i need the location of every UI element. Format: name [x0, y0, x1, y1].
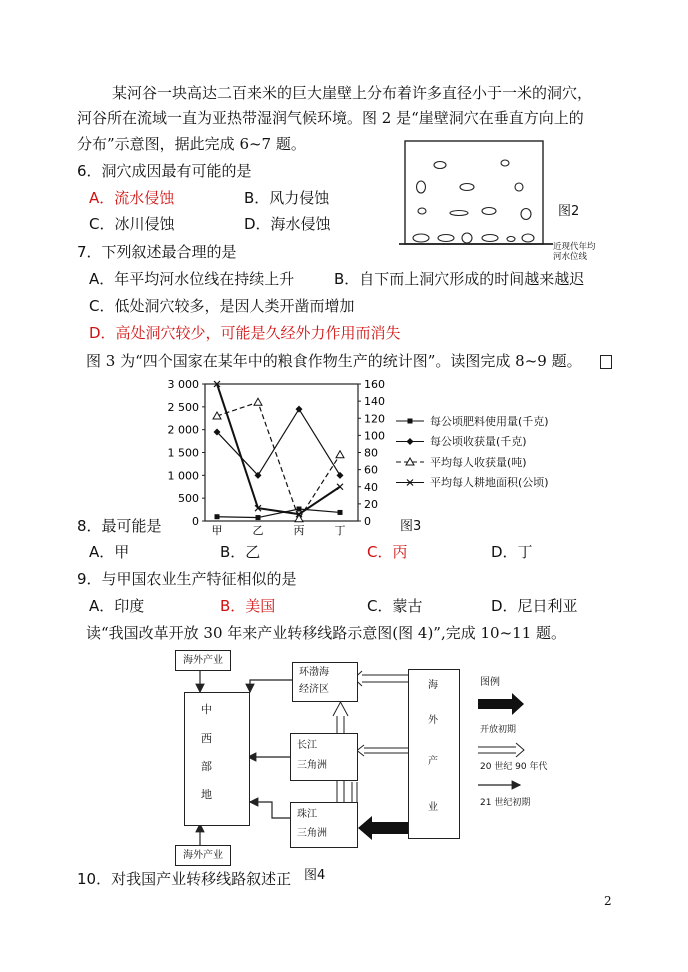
yangtze-river-delta: 长江 三角洲: [290, 733, 358, 781]
legend-label-per-capita-land: 平均每人耕地面积(公顷): [430, 476, 549, 489]
left-axis-tick-label: 1 500: [167, 446, 199, 460]
legend-marker-2: [406, 458, 414, 465]
figure-2-label: 图2: [558, 204, 580, 219]
series-line-2: [217, 402, 340, 518]
pearl-river-delta: 珠江 三角洲: [290, 802, 358, 848]
water-level-note-1: 近现代年均: [553, 242, 596, 252]
series-1-point: [337, 472, 344, 479]
q7-option-b: B．自下而上洞穴形成的时间越来越迟: [334, 270, 585, 288]
q7-option-a: A．年平均河水位线在持续上升: [89, 270, 295, 288]
left-axis-tick-label: 3 000: [167, 378, 199, 391]
q6-option-c: C．冰川侵蚀: [89, 215, 175, 233]
q8-option-d: D．丁: [491, 543, 533, 561]
intro-line-3: 分布”示意图，据此完成 6~7 题。: [77, 135, 306, 153]
q9-option-c: C．蒙古: [367, 597, 423, 615]
overseas-industry-bottom: 海外产业: [175, 845, 231, 866]
legend-label-fertilizer: 每公顷肥料使用量(千克): [430, 415, 549, 428]
q7-option-c: C．低处洞穴较多，是因人类开凿而增加: [89, 297, 355, 315]
q6-option-a: A．流水侵蚀: [89, 189, 175, 207]
bohai-economic-zone: 环渤海 经济区: [292, 662, 358, 702]
right-axis-tick-label: 40: [364, 480, 378, 494]
series-3-point: [214, 381, 220, 387]
legend-marker-0: [408, 419, 413, 424]
blank-box: [600, 355, 612, 369]
question-9-stem: 9．与甲国农业生产特征相似的是: [77, 570, 297, 588]
legend-title: 图例: [480, 677, 500, 688]
right-axis-tick-label: 80: [364, 446, 378, 460]
question-10-stem: 10．对我国产业转移线路叙述正: [77, 870, 292, 888]
legend-marker-3: [407, 480, 413, 486]
series-3-point: [337, 484, 343, 490]
q6-option-b: B．风力侵蚀: [244, 189, 330, 207]
series-2-point: [295, 515, 303, 522]
question-8-stem: 8．最可能是: [77, 517, 162, 535]
x-category-label: 丁: [334, 524, 346, 537]
legend-opening-period: 开放初期: [480, 725, 517, 735]
right-axis-tick-label: 20: [364, 497, 378, 511]
series-line-1: [217, 409, 340, 475]
series-0-point: [338, 510, 343, 515]
q9-option-b: B．美国: [220, 597, 276, 615]
chart-plot-frame: [205, 384, 358, 521]
series-3-point: [255, 505, 261, 511]
q9-option-d: D．尼日利亚: [491, 597, 578, 615]
figure-4-intro: 读“我国改革开放 30 年来产业转移线路示意图(图 4)”,完成 10~11 题。: [86, 624, 567, 642]
legend-label-yield: 每公顷收获量(千克): [430, 435, 527, 448]
page-number: 2: [604, 894, 612, 908]
right-axis-tick-label: 140: [364, 395, 385, 409]
water-level-note-2: 河水位线: [553, 252, 588, 262]
series-1-point: [296, 406, 303, 413]
legend-label-per-capita-yield: 平均每人收获量(吨): [430, 456, 527, 469]
series-2-point: [213, 412, 221, 419]
left-axis-tick-label: 500: [178, 492, 199, 506]
question-7-stem: 7．下列叙述最合理的是: [77, 243, 237, 261]
series-1-point: [214, 428, 221, 435]
series-3-point-b: [337, 484, 343, 490]
figure-3-intro: 图 3 为“四个国家在某年中的粮食作物生产的统计图”。读图完成 8~9 题。: [86, 352, 582, 370]
series-line-0: [217, 509, 340, 518]
central-western-region: 中 西 部 地: [184, 692, 250, 826]
legend-early-21st: 21 世纪初期: [480, 798, 531, 808]
right-axis-tick-label: 60: [364, 463, 378, 477]
x-category-label: 丙: [293, 524, 305, 537]
series-3-point-b: [214, 381, 220, 387]
series-3-point-b: [255, 505, 261, 511]
x-category-label: 乙: [252, 524, 264, 537]
intro-line-2: 河谷所在流域一直为亚热带湿润气候环境。图 2 是“崖壁洞穴在垂直方向上的: [77, 109, 584, 127]
q8-option-b: B．乙: [220, 543, 261, 561]
legend-1990s: 20 世纪 90 年代: [480, 762, 548, 772]
x-category-label: 甲: [211, 524, 223, 537]
left-axis-tick-label: 2 000: [167, 423, 199, 437]
right-axis-tick-label: 120: [364, 412, 385, 426]
q9-option-a: A．印度: [89, 597, 145, 615]
figure-3-label: 图3: [400, 519, 422, 534]
series-1-point: [255, 472, 262, 479]
legend-marker-1: [407, 438, 414, 445]
series-2-point: [254, 398, 262, 405]
intro-line-1: 某河谷一块高达二百来米的巨大崖壁上分布着许多直径小于一米的洞穴，: [112, 84, 593, 102]
q7-option-d: D．高处洞穴较少，可能是久经外力作用而消失: [89, 324, 401, 342]
question-6-stem: 6．洞穴成因最有可能的是: [77, 162, 252, 180]
overseas-industry-right: 海 外 产 业: [408, 669, 460, 839]
figure-4-label: 图4: [304, 868, 326, 883]
right-axis-tick-label: 0: [364, 515, 371, 528]
series-line-3: [217, 384, 340, 514]
right-axis-tick-label: 160: [364, 378, 385, 391]
series-0-point: [215, 514, 220, 519]
left-axis-tick-label: 0: [192, 515, 199, 528]
legend-marker-3-b: [407, 480, 413, 486]
right-axis-tick-label: 100: [364, 429, 385, 443]
series-0-point: [256, 515, 261, 520]
q8-option-c: C．丙: [367, 543, 408, 561]
q6-option-d: D．海水侵蚀: [244, 215, 331, 233]
left-axis-tick-label: 2 500: [167, 400, 199, 414]
overseas-industry-top: 海外产业: [175, 650, 231, 671]
series-3-point-b: [296, 511, 302, 517]
series-0-point: [297, 507, 302, 512]
q8-option-a: A．甲: [89, 543, 130, 561]
left-axis-tick-label: 1 000: [167, 469, 199, 483]
series-2-point: [336, 451, 344, 458]
series-3-point: [296, 511, 302, 517]
